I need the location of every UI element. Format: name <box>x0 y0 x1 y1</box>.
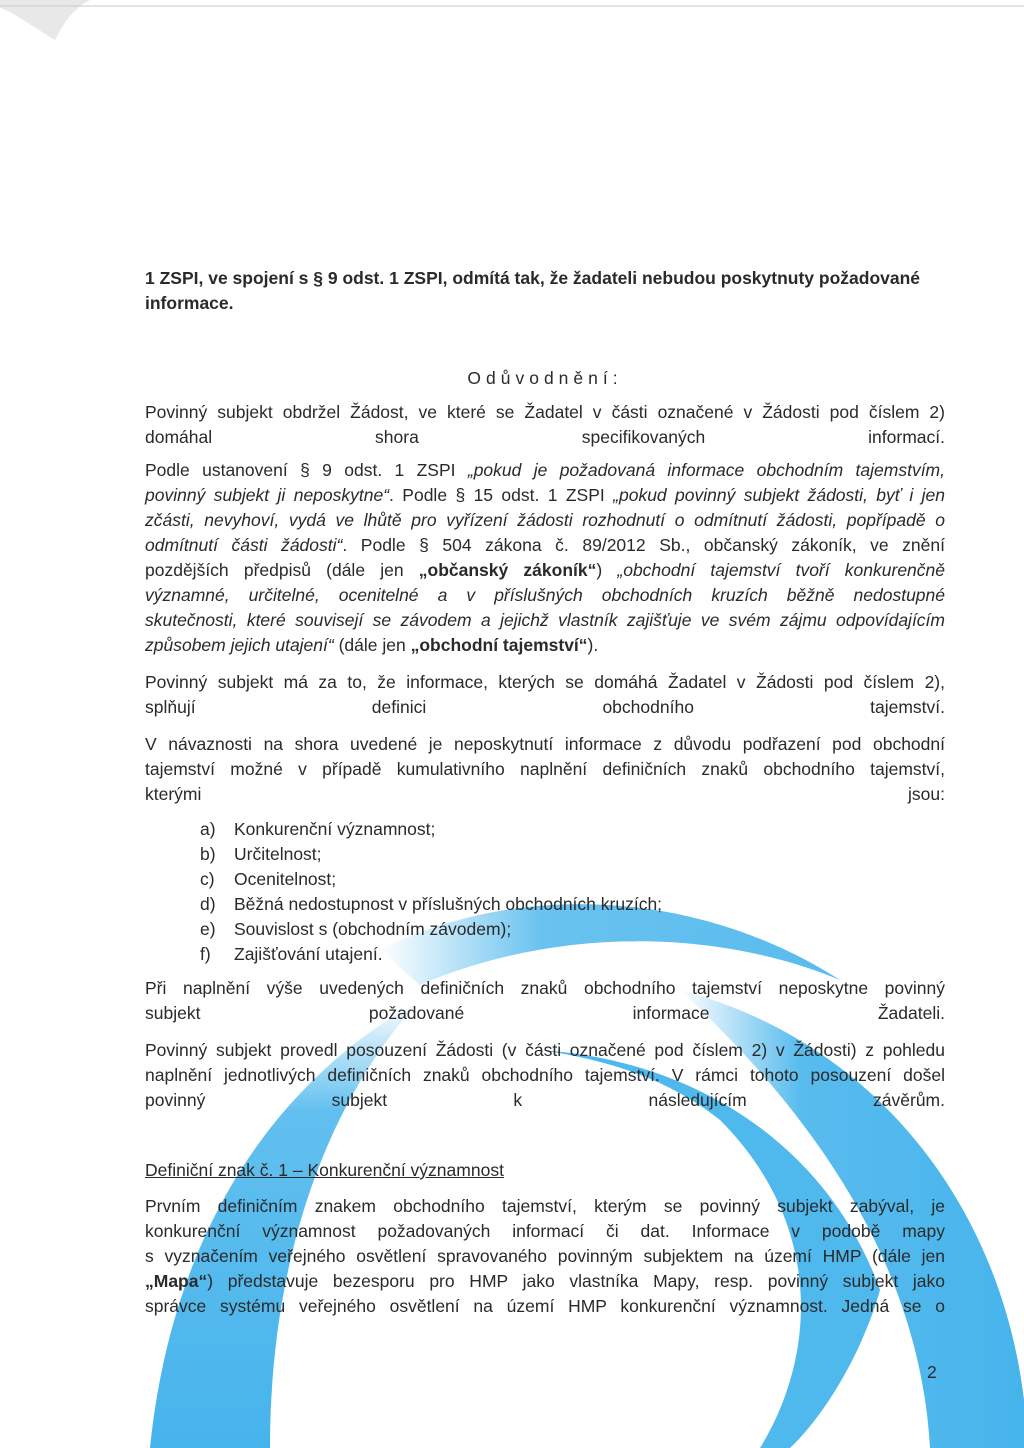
p2-quote: skutečnosti, které souvisejí se závodem a jejichž vlastník zajišťuje ve svém zájmu odpovídajícím <box>145 610 945 630</box>
section-heading: Definiční znak č. 1 – Konkurenční významnost <box>145 1160 504 1180</box>
p2-quote: odmítnutí části žádosti“ <box>145 535 343 555</box>
p3-line-2: splňují definici obchodního tajemství. <box>145 697 945 717</box>
paragraph-5 <box>145 976 945 1026</box>
list-marker: a) <box>200 819 216 839</box>
p5-line-2: subjekt požadované informace Žadateli. <box>145 1003 945 1023</box>
paragraph-3 <box>145 670 945 720</box>
list-marker: d) <box>200 894 216 914</box>
list-item <box>200 817 800 842</box>
p4-line-3: kterými jsou: <box>145 784 945 804</box>
page-number: 2 <box>927 1362 937 1382</box>
p3-line-1: Povinný subjekt má za to, že informace, kterých se domáhá Žadatel v Žádosti pod číslem 2), <box>145 672 945 692</box>
p2-quote: významné, určitelné, ocenitelné a v příslušných obchodních kruzích běžně nedostupné <box>145 585 945 605</box>
list-item <box>200 867 800 892</box>
paragraph-4 <box>145 732 945 807</box>
list-text: Konkurenční významnost; <box>234 819 436 839</box>
p2-defined-term: „obchodní tajemství“ <box>410 635 588 655</box>
p4-line-2: tajemství možné v případě kumulativního naplnění definičních znaků obchodního tajemství, <box>145 759 945 779</box>
p1-line-1: Povinný subjekt obdržel Žádost, ve které se Žadatel v části označené v Žádosti pod číslem 2) <box>145 402 945 422</box>
list-marker: c) <box>200 869 215 889</box>
intro-paragraph <box>145 266 945 316</box>
heading-reasoning: Odůvodnění: <box>467 368 623 388</box>
p7-line-4: ) představuje bezesporu pro HMP jako vlastníka Mapy, resp. povinný subjekt jako <box>207 1271 945 1291</box>
list-item <box>200 892 800 917</box>
paragraph-7 <box>145 1194 945 1319</box>
list-text: Zajišťování utajení. <box>234 944 383 964</box>
p6-line-2: naplnění jednotlivých definičních znaků obchodního tajemství. V rámci tohoto posouzení došel <box>145 1065 945 1085</box>
p1-line-2: domáhal shora specifikovaných informací. <box>145 427 945 447</box>
p2-text: ). <box>587 635 599 655</box>
p2-text: (dále jen <box>333 635 411 655</box>
list-marker: b) <box>200 844 216 864</box>
intro-line-2: informace. <box>145 293 234 313</box>
p2-text: Podle ustanovení § 9 odst. 1 ZSPI <box>145 460 468 480</box>
p2-text: pozdějších předpisů (dále jen <box>145 560 419 580</box>
paragraph-6 <box>145 1038 945 1113</box>
p5-line-1: Při naplnění výše uvedených definičních znaků obchodního tajemství neposkytne povinný <box>145 978 945 998</box>
list-marker: f) <box>200 944 211 964</box>
list-marker: e) <box>200 919 216 939</box>
p2-quote: povinný subjekt ji neposkytne“ <box>145 485 390 505</box>
criteria-list <box>200 817 800 967</box>
p7-line-2: konkurenční významnost požadovaných informací či dat. Informace v podobě mapy <box>145 1221 945 1241</box>
p2-text: . Podle § 15 odst. 1 ZSPI <box>389 485 614 505</box>
list-item <box>200 942 800 967</box>
p7-line-5: správce systému veřejného osvětlení na území HMP konkurenční významnost. Jedná se o <box>145 1296 945 1316</box>
p2-quote: „obchodní tajemství tvoří konkurenčně <box>617 560 946 580</box>
list-text: Běžná nedostupnost v příslušných obchodních kruzích; <box>234 894 663 914</box>
p7-defined-term: „Mapa“ <box>145 1271 208 1291</box>
p2-defined-term: „občanský zákoník“ <box>418 560 597 580</box>
p4-line-1: V návaznosti na shora uvedené je neposkytnutí informace z důvodu podřazení pod obchodní <box>145 734 945 754</box>
p2-quote: „pokud povinný subjekt žádosti, byť i jen <box>613 485 945 505</box>
list-item <box>200 917 800 942</box>
p2-quote: „pokud je požadovaná informace obchodním tajemstvím, <box>467 460 945 480</box>
p2-text: . Podle § 504 zákona č. 89/2012 Sb., občanský zákoník, ve znění <box>342 535 945 555</box>
intro-line-1: 1 ZSPI, ve spojení s § 9 odst. 1 ZSPI, odmítá tak, že žadateli nebudou poskytnuty požadované <box>145 268 921 288</box>
paragraph-2 <box>145 458 945 658</box>
list-item <box>200 842 800 867</box>
p6-line-1: Povinný subjekt provedl posouzení Žádosti (v části označené pod číslem 2) v Žádosti) z pohledu <box>145 1040 945 1060</box>
p6-line-3: povinný subjekt k následujícím závěrům. <box>145 1090 945 1110</box>
list-text: Souvislost s (obchodním závodem); <box>234 919 512 939</box>
paragraph-1 <box>145 400 945 450</box>
p2-quote: způsobem jejich utajení“ <box>145 635 334 655</box>
p7-line-3: s vyznačením veřejného osvětlení spravovaného povinným subjektem na území HMP (dále jen <box>145 1246 945 1266</box>
list-text: Určitelnost; <box>234 844 322 864</box>
p2-text: ) <box>596 560 618 580</box>
p7-line-1: Prvním definičním znakem obchodního tajemství, kterým se povinný subjekt zabýval, je <box>145 1196 945 1216</box>
list-text: Ocenitelnost; <box>234 869 337 889</box>
p2-quote: zčásti, nevyhoví, vydá ve lhůtě pro vyřízení žádosti rozhodnutí o odmítnutí žádosti, popřípadě o <box>145 510 945 530</box>
